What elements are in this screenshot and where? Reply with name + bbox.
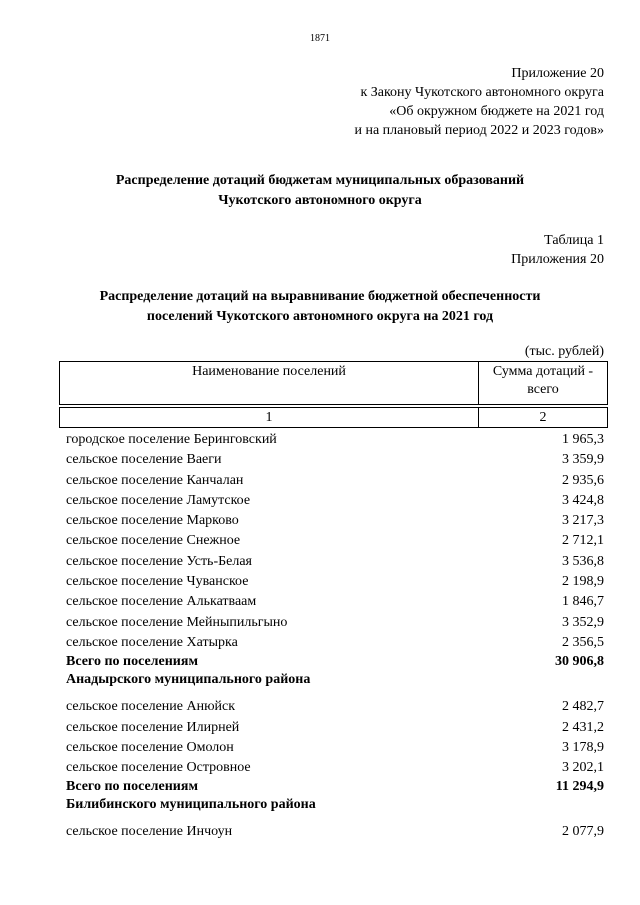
column-header-sum-line-2: всего <box>527 382 559 397</box>
table-body <box>66 430 604 843</box>
settlement-name: сельское поселение Канчалан <box>66 472 244 488</box>
appendix-note <box>354 64 604 140</box>
page-number: 1871 <box>310 33 330 44</box>
table-title <box>0 287 640 327</box>
appendix-line-3: «Об окружном бюджете на 2021 год <box>389 104 604 119</box>
settlement-name: сельское поселение Ламутское <box>66 492 251 508</box>
appendix-line-4: и на плановый период 2022 и 2023 годов» <box>354 123 604 138</box>
table-row <box>66 450 604 470</box>
settlement-value: 3 424,8 <box>562 492 604 508</box>
table-row <box>66 531 604 551</box>
appendix-line-2: к Закону Чукотского автономного округа <box>360 85 604 100</box>
table-reference <box>511 231 604 269</box>
settlement-name: сельское поселение Усть-Белая <box>66 553 252 569</box>
total-value: 30 906,8 <box>555 654 604 670</box>
table-row <box>66 491 604 511</box>
column-header-name: Наименование поселений <box>60 362 479 404</box>
settlement-value: 1 846,7 <box>562 594 604 610</box>
column-header-sum-line-1: Сумма дотаций - <box>492 364 594 379</box>
column-number-1: 1 <box>60 408 479 427</box>
settlement-name: сельское поселение Омолон <box>66 739 234 755</box>
settlement-name: сельское поселение Марково <box>66 513 239 529</box>
table-reference-line-1: Таблица 1 <box>544 233 604 248</box>
table-title-line-2: поселений Чукотского автономного округа на 2021 год <box>146 309 494 324</box>
table-row <box>66 738 604 758</box>
table-row <box>66 613 604 633</box>
appendix-line-1: Приложение 20 <box>511 66 604 81</box>
table-row <box>66 430 604 450</box>
settlement-name: городское поселение Беринговский <box>66 432 277 447</box>
district-label: Анадырского муниципального района <box>66 672 311 688</box>
settlement-value: 2 935,6 <box>562 472 604 488</box>
settlement-value: 2 077,9 <box>562 824 604 840</box>
document-title <box>0 171 640 211</box>
table-row <box>66 552 604 572</box>
table-header <box>59 361 608 405</box>
total-row-bilibino <box>66 778 604 796</box>
document-title-line-2: Чукотского автономного округа <box>218 193 422 208</box>
table-row <box>66 697 604 717</box>
table-title-line-1: Распределение дотаций на выравнивание бюджетной обеспеченности <box>99 289 541 304</box>
table-row <box>66 592 604 612</box>
table-row <box>66 471 604 491</box>
settlement-name: сельское поселение Мейныпильгыно <box>66 614 288 630</box>
settlement-name: сельское поселение Алькатваам <box>66 594 257 610</box>
settlement-value: 3 178,9 <box>562 739 604 755</box>
settlement-name: сельское поселение Чуванское <box>66 574 249 590</box>
table-row <box>66 822 604 842</box>
settlement-value: 3 359,9 <box>562 452 604 468</box>
settlement-value: 3 352,9 <box>562 614 604 630</box>
total-row-anadyr-district <box>66 671 604 697</box>
district-label: Билибинского муниципального района <box>66 797 316 813</box>
column-header-sum <box>479 362 607 404</box>
settlement-value: 2 198,9 <box>562 574 604 590</box>
settlement-value: 3 202,1 <box>562 760 604 776</box>
settlement-name: сельское поселение Островное <box>66 760 251 776</box>
total-row-bilibino-district <box>66 796 604 822</box>
settlement-name: сельское поселение Инчоун <box>66 824 233 840</box>
total-label: Всего по поселениям <box>66 654 198 670</box>
total-row-anadyr <box>66 653 604 671</box>
settlement-value: 2 482,7 <box>562 699 604 715</box>
column-number-row <box>59 407 608 428</box>
settlement-value: 3 217,3 <box>562 513 604 529</box>
table-row <box>66 633 604 653</box>
settlement-value: 2 356,5 <box>562 634 604 650</box>
settlement-value: 2 712,1 <box>562 533 604 549</box>
settlement-value: 3 536,8 <box>562 553 604 569</box>
table-row <box>66 572 604 592</box>
table-row <box>66 718 604 738</box>
settlement-name: сельское поселение Снежное <box>66 533 241 549</box>
table-row <box>66 511 604 531</box>
settlement-name: сельское поселение Илирней <box>66 719 240 735</box>
table-row <box>66 758 604 778</box>
units-label: (тыс. рублей) <box>524 344 604 359</box>
total-label: Всего по поселениям <box>66 779 198 795</box>
document-title-line-1: Распределение дотаций бюджетам муниципальных образований <box>115 173 525 188</box>
settlement-name: сельское поселение Ваеги <box>66 452 222 468</box>
settlement-name: сельское поселение Анюйск <box>66 699 236 715</box>
total-value: 11 294,9 <box>555 779 604 795</box>
column-number-2: 2 <box>539 410 547 425</box>
table-reference-line-2: Приложения 20 <box>511 252 604 267</box>
settlement-value: 2 431,2 <box>562 719 604 735</box>
settlement-value: 1 965,3 <box>562 432 604 447</box>
settlement-name: сельское поселение Хатырка <box>66 634 238 650</box>
